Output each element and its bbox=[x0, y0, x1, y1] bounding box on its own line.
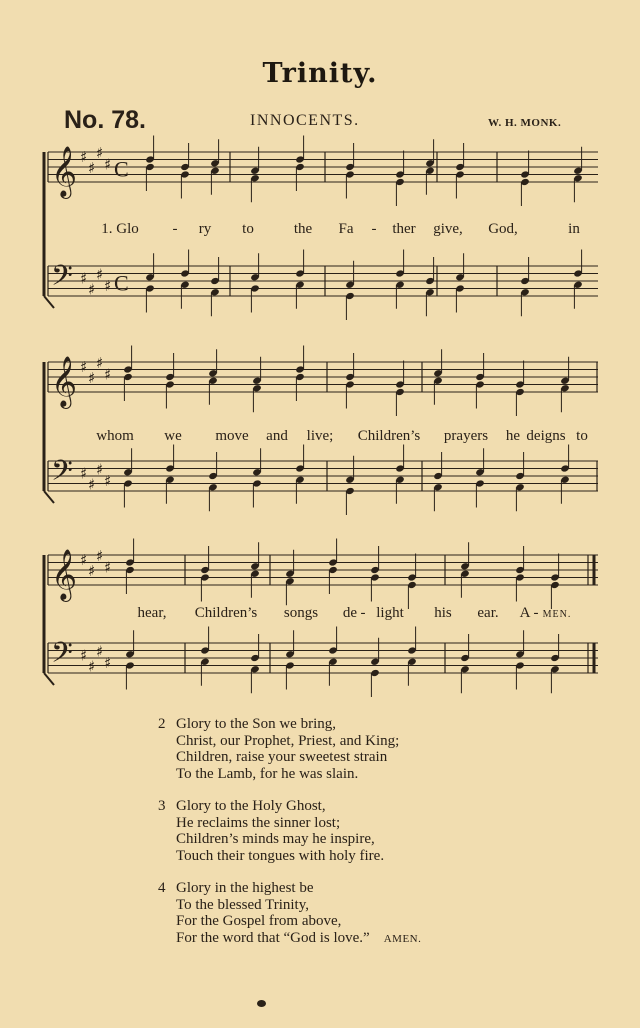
lyric-syllable: - bbox=[172, 221, 178, 237]
sharp-icon: ♯ bbox=[88, 657, 96, 676]
lyric-syllable: he bbox=[505, 428, 521, 444]
lyric-syllable: - bbox=[371, 221, 377, 237]
stanza-text: Children’s minds may he inspire, bbox=[176, 831, 375, 847]
sharp-icon: ♯ bbox=[96, 642, 104, 661]
lyric-syllable: 1. Glo bbox=[101, 221, 139, 237]
lyric-syllable: de bbox=[342, 605, 358, 621]
stanza-text: To the blessed Trinity, bbox=[176, 896, 309, 913]
lyric-syllable: prayers bbox=[443, 428, 489, 444]
sharp-icon: ♯ bbox=[88, 562, 96, 580]
stanza-text: Glory to the Holy Ghost, bbox=[176, 798, 326, 814]
lyric-syllable: his bbox=[434, 605, 452, 621]
sharp-icon: ♯ bbox=[104, 653, 112, 672]
lyric-syllable: Children’s bbox=[357, 428, 421, 444]
sharp-icon: ♯ bbox=[104, 558, 112, 577]
stanza-3 bbox=[158, 798, 578, 864]
stanza-line bbox=[158, 880, 578, 897]
stanza-number: 2 bbox=[158, 716, 166, 732]
lyric-syllable: ther bbox=[392, 221, 416, 237]
stanza-4 bbox=[158, 880, 578, 947]
lyric-syllable: and bbox=[266, 428, 288, 444]
sharp-icon: ♯ bbox=[96, 547, 104, 565]
sharp-icon: ♯ bbox=[96, 460, 104, 479]
stanza-line bbox=[158, 815, 578, 832]
lyric-syllable: to bbox=[242, 221, 254, 237]
sharp-icon: ♯ bbox=[88, 369, 96, 387]
stanza-line bbox=[158, 831, 578, 848]
stanza-text: Children, raise your sweetest strain bbox=[176, 749, 388, 765]
sharp-icon: ♯ bbox=[80, 357, 88, 376]
lyric-syllable: move bbox=[215, 428, 249, 444]
sharp-icon: ♯ bbox=[96, 144, 104, 162]
treble-clef-icon: 𝄞 bbox=[51, 549, 78, 600]
sharp-icon: ♯ bbox=[80, 464, 88, 483]
lyric-syllable: we bbox=[164, 428, 182, 444]
stanza-text: Christ, our Prophet, Priest, and King; bbox=[176, 732, 400, 749]
stanza-text: For the Gospel from above, bbox=[176, 913, 342, 929]
stanza-line bbox=[158, 749, 578, 766]
lyric-syllable: to bbox=[576, 428, 588, 444]
stanza-number: 4 bbox=[158, 880, 166, 896]
stanza-text: Glory in the highest be bbox=[176, 880, 314, 896]
stanza-line bbox=[158, 848, 578, 865]
lyric-syllable: light bbox=[376, 605, 404, 621]
stanza-line bbox=[158, 930, 578, 948]
lyric-syllable: whom bbox=[96, 428, 134, 444]
stanza-number: 3 bbox=[158, 798, 166, 814]
treble-clef-icon: 𝄞 bbox=[51, 356, 78, 407]
section-title: Trinity. bbox=[262, 58, 378, 89]
lyric-syllable: - bbox=[533, 605, 539, 621]
tune-name: INNOCENTS. bbox=[250, 112, 360, 129]
sharp-icon: ♯ bbox=[80, 550, 88, 569]
sharp-icon: ♯ bbox=[80, 269, 88, 288]
stanza-line bbox=[158, 766, 578, 783]
hymn-number: No. 78. bbox=[64, 106, 146, 134]
verses bbox=[158, 716, 578, 963]
composer: W. H. MONK. bbox=[488, 117, 562, 129]
bass-clef-icon: 𝄢 bbox=[51, 454, 73, 495]
lyric-syllable: deigns bbox=[526, 428, 566, 444]
stanza-line bbox=[158, 897, 578, 914]
lyric-syllable: ear. bbox=[477, 605, 499, 621]
sharp-icon: ♯ bbox=[80, 147, 88, 166]
lyric-syllable: MEN. bbox=[542, 609, 572, 620]
lyric-syllable: Fa bbox=[338, 221, 354, 237]
lyric-syllable: live; bbox=[306, 428, 334, 444]
common-time-icon: C bbox=[114, 156, 129, 182]
stanza-2 bbox=[158, 716, 578, 782]
sharp-icon: ♯ bbox=[104, 155, 112, 174]
lyric-syllable: in bbox=[568, 221, 580, 237]
sharp-icon: ♯ bbox=[88, 280, 96, 299]
lyric-syllable: the bbox=[293, 221, 313, 237]
lyric-syllable: songs bbox=[283, 605, 319, 621]
lyric-syllable: ry bbox=[198, 221, 212, 237]
lyric-syllable: hear, bbox=[137, 605, 167, 621]
amen-ending: AMEN. bbox=[383, 932, 422, 945]
stanza-line bbox=[158, 913, 578, 930]
stanza-text: Glory to the Son we bring, bbox=[176, 716, 336, 732]
lyric-syllable: A bbox=[519, 605, 531, 621]
stanza-line bbox=[158, 798, 578, 815]
bass-clef-icon: 𝄢 bbox=[51, 636, 73, 677]
common-time-icon: C bbox=[114, 270, 129, 296]
stanza-line bbox=[158, 716, 578, 733]
sharp-icon: ♯ bbox=[96, 354, 104, 372]
treble-clef-icon: 𝄞 bbox=[51, 146, 78, 197]
stanza-text: For the word that “God is love.” bbox=[176, 929, 370, 946]
sharp-icon: ♯ bbox=[96, 265, 104, 284]
lyric-syllable: Children’s bbox=[194, 605, 258, 621]
sharp-icon: ♯ bbox=[88, 159, 96, 177]
lyric-syllable: give, bbox=[433, 221, 463, 237]
sharp-icon: ♯ bbox=[104, 276, 112, 295]
bass-clef-icon: 𝄢 bbox=[51, 259, 73, 300]
sharp-icon: ♯ bbox=[104, 471, 112, 490]
stanza-line bbox=[158, 733, 578, 750]
stanza-text: He reclaims the sinner lost; bbox=[176, 814, 341, 831]
sharp-icon: ♯ bbox=[104, 365, 112, 384]
lyric-syllable: God, bbox=[488, 221, 518, 237]
ink-blot bbox=[257, 1000, 266, 1007]
lyric-syllable: - bbox=[360, 605, 366, 621]
stanza-text: To the Lamb, for he was slain. bbox=[176, 765, 359, 782]
stanza-text: Touch their tongues with holy fire. bbox=[176, 847, 385, 864]
sharp-icon: ♯ bbox=[80, 646, 88, 665]
sharp-icon: ♯ bbox=[88, 475, 96, 494]
